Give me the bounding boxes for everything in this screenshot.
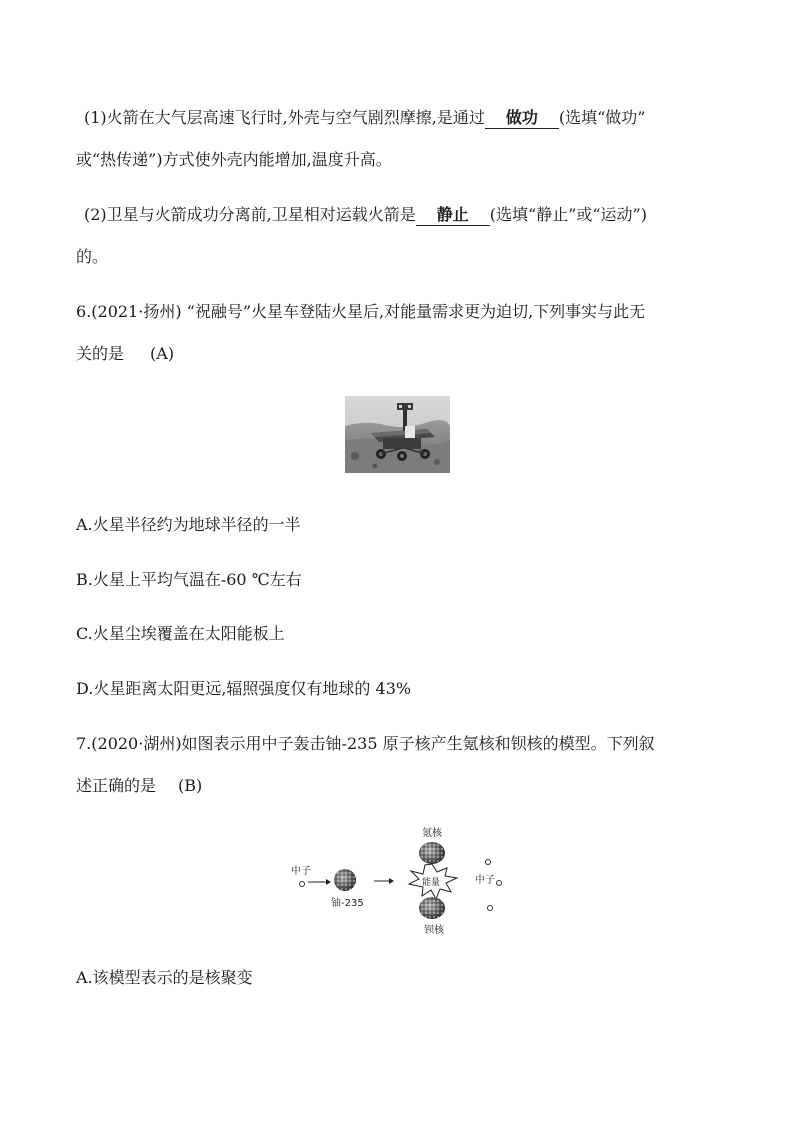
- krypton-label: 氪核: [422, 828, 442, 839]
- q5-part2-hint: (选填“静止”或“运动”): [489, 205, 647, 224]
- q6-stem-text: 关的是: [76, 344, 125, 363]
- q7-stem-line2: [76, 776, 202, 796]
- q5-part1-line1: [84, 108, 645, 129]
- q5-part1-hint: (选填“做功”: [558, 108, 646, 127]
- q5-part2-text: (2)卫星与火箭成功分离前,卫星相对运载火箭是: [84, 205, 416, 224]
- reaction-arrow: [374, 878, 394, 884]
- barium-label: 钡核: [424, 925, 444, 936]
- uranium-label: 铀-235: [331, 898, 364, 909]
- q6-option-d: D.火星距离太阳更远,辐照强度仅有地球的 43%: [76, 679, 412, 698]
- q6-stem-line1: 6.(2021·扬州) “祝融号”火星车登陆火星后,对能量需求更为迫切,下列事实与此无: [76, 302, 646, 321]
- q6-option-b: B.火星上平均气温在-60 ℃左右: [76, 570, 302, 589]
- q7-answer: (B): [178, 776, 203, 795]
- q5-part1-line2: 或“热传递”)方式使外壳内能增加,温度升高。: [76, 150, 392, 169]
- q7-stem-text: 述正确的是: [76, 776, 157, 795]
- mars-rover-image: [345, 396, 450, 473]
- q6-answer: (A): [150, 344, 175, 363]
- q5-part2-line2: 的。: [76, 247, 109, 266]
- q5-part1-text: (1)火箭在大气层高速飞行时,外壳与空气剧烈摩擦,是通过: [84, 108, 485, 127]
- q6-stem-line2: [76, 344, 174, 364]
- arrow-to-uranium: [308, 879, 331, 885]
- q7-stem-line1: 7.(2020·湖州)如图表示用中子轰击铀-235 原子核产生氪核和钡核的模型。下列叙: [76, 734, 655, 753]
- uranium-nucleus: [334, 869, 356, 891]
- barium-nucleus: [419, 897, 445, 919]
- q6-option-c: C.火星尘埃覆盖在太阳能板上: [76, 624, 285, 643]
- q5-part2-line1: [84, 205, 647, 226]
- fission-diagram: [285, 820, 515, 935]
- energy-label: 能量: [422, 878, 441, 888]
- neutron-out-label: 中子: [475, 875, 495, 886]
- q6-option-a: A.火星半径约为地球半径的一半: [76, 515, 301, 534]
- q7-option-a: A.该模型表示的是核聚变: [76, 968, 253, 987]
- q5-part2-answer: 静止: [416, 205, 490, 226]
- q5-part1-answer: 做功: [485, 108, 559, 129]
- neutron-in-label: 中子: [291, 866, 311, 877]
- incoming-neutron: [300, 882, 305, 887]
- krypton-nucleus: [419, 842, 445, 864]
